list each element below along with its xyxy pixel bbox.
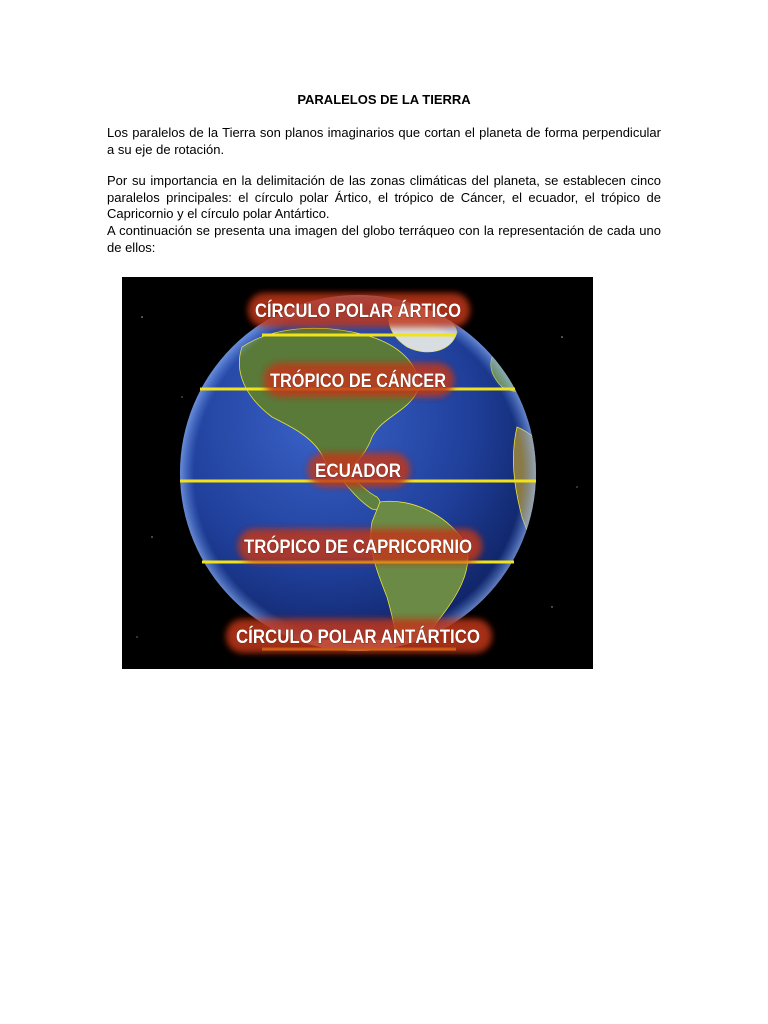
paragraph-definition: Los paralelos de la Tierra son planos imaginarios que cortan el planeta de forma perpendicular a su eje de rotación. bbox=[107, 125, 661, 157]
globe-illustration bbox=[122, 277, 593, 669]
label-tropic-capricorn: TRÓPICO DE CAPRICORNIO bbox=[244, 537, 503, 558]
globe-figure bbox=[122, 277, 593, 669]
document-title: PARALELOS DE LA TIERRA bbox=[297, 92, 471, 107]
label-tropic-cancer: TRÓPICO DE CÁNCER bbox=[270, 371, 475, 392]
paragraph-intro-image: A continuación se presenta una imagen del globo terráqueo con la representación de cada uno de ellos: bbox=[107, 223, 661, 255]
label-arctic-circle: CÍRCULO POLAR ÁRTICO bbox=[255, 301, 492, 322]
paragraph-importance: Por su importancia en la delimitación de las zonas climáticas del planeta, se establecen cinco paralelos principales: el círculo polar Ártico, el trópico de Cáncer, el ecuador, el trópico de Capricornio y el círculo polar Antártico. bbox=[107, 173, 661, 221]
label-equator: ECUADOR bbox=[315, 461, 402, 482]
label-antarctic-circle: CÍRCULO POLAR ANTÁRTICO bbox=[236, 627, 511, 648]
